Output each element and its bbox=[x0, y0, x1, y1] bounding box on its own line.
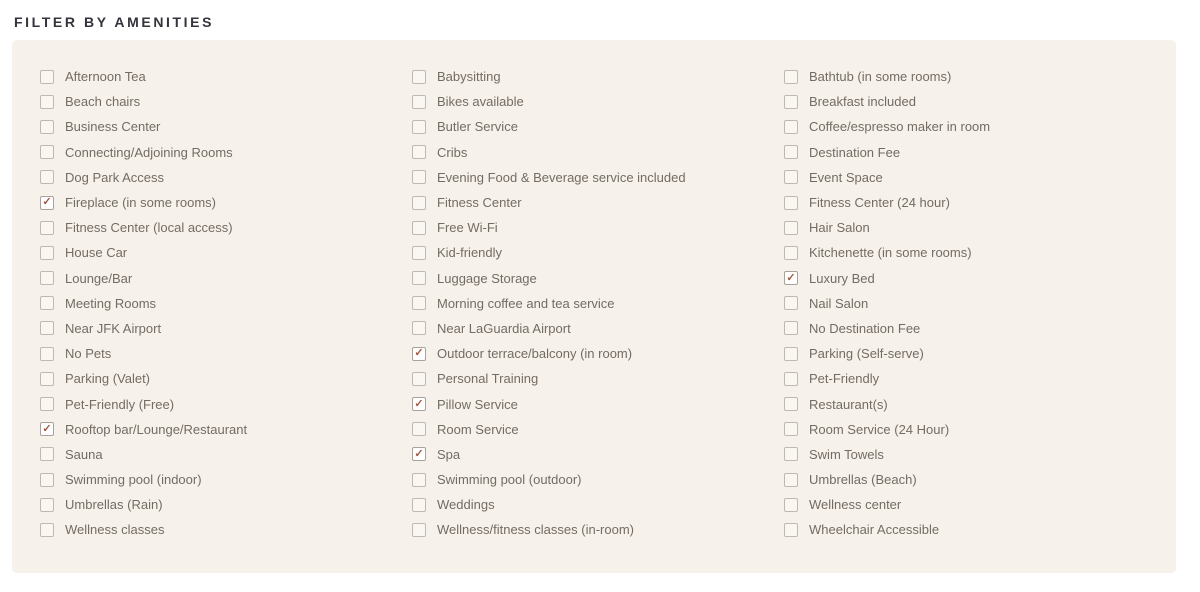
amenity-label: Fitness Center (local access) bbox=[65, 220, 233, 236]
amenity-row[interactable] bbox=[40, 341, 412, 366]
amenity-label: Hair Salon bbox=[809, 220, 870, 236]
amenity-label: Destination Fee bbox=[809, 144, 901, 160]
amenity-row[interactable] bbox=[412, 190, 784, 215]
amenity-row[interactable] bbox=[412, 64, 784, 89]
amenity-label: House Car bbox=[65, 245, 128, 261]
amenity-row[interactable] bbox=[40, 391, 412, 416]
checkbox-unchecked[interactable] bbox=[784, 170, 798, 184]
amenity-label: Nail Salon bbox=[809, 295, 869, 311]
amenity-label: Meeting Rooms bbox=[65, 295, 157, 311]
amenity-row[interactable] bbox=[40, 140, 412, 165]
checkbox-unchecked[interactable] bbox=[412, 95, 426, 109]
amenity-row[interactable] bbox=[784, 240, 1156, 265]
amenity-row[interactable] bbox=[40, 366, 412, 391]
amenity-label: Sauna bbox=[65, 446, 103, 462]
amenity-label: Swimming pool (indoor) bbox=[65, 472, 202, 488]
checkbox-unchecked[interactable] bbox=[412, 296, 426, 310]
checkbox-unchecked[interactable] bbox=[40, 523, 54, 537]
checkbox-unchecked[interactable] bbox=[40, 221, 54, 235]
amenity-row[interactable] bbox=[412, 266, 784, 291]
amenity-row[interactable] bbox=[40, 64, 412, 89]
checkbox-unchecked[interactable] bbox=[784, 321, 798, 335]
amenity-row[interactable] bbox=[784, 417, 1156, 442]
amenity-label: Beach chairs bbox=[65, 94, 141, 110]
checkbox-unchecked[interactable] bbox=[412, 170, 426, 184]
amenities-column-3 bbox=[784, 64, 1156, 543]
amenity-label: Babysitting bbox=[437, 69, 501, 85]
amenity-row[interactable] bbox=[784, 291, 1156, 316]
amenity-row[interactable] bbox=[412, 291, 784, 316]
amenity-label: Luggage Storage bbox=[437, 270, 537, 286]
amenity-label: Pet-Friendly bbox=[809, 371, 880, 387]
checkbox-unchecked[interactable] bbox=[40, 271, 54, 285]
checkbox-unchecked[interactable] bbox=[40, 473, 54, 487]
amenity-label: Swim Towels bbox=[809, 446, 884, 462]
amenity-label: Wellness center bbox=[809, 497, 902, 513]
checkbox-unchecked[interactable] bbox=[40, 372, 54, 386]
checkbox-checked[interactable]: ✓ bbox=[412, 397, 426, 411]
amenity-label: Restaurant(s) bbox=[809, 396, 888, 412]
amenity-label: Near JFK Airport bbox=[65, 320, 162, 336]
amenity-label: Kid-friendly bbox=[437, 245, 503, 261]
amenity-label: No Pets bbox=[65, 346, 112, 362]
amenity-row[interactable] bbox=[784, 517, 1156, 542]
amenity-row[interactable] bbox=[784, 391, 1156, 416]
amenity-label: Wheelchair Accessible bbox=[809, 522, 940, 538]
amenity-label: Bikes available bbox=[437, 94, 524, 110]
amenity-row[interactable] bbox=[784, 215, 1156, 240]
amenity-row[interactable] bbox=[40, 442, 412, 467]
amenity-row[interactable] bbox=[40, 492, 412, 517]
checkbox-unchecked[interactable] bbox=[40, 447, 54, 461]
amenities-column-1 bbox=[40, 64, 412, 543]
checkbox-unchecked[interactable] bbox=[40, 95, 54, 109]
amenity-label: Fitness Center (24 hour) bbox=[809, 195, 950, 211]
checkbox-unchecked[interactable] bbox=[784, 397, 798, 411]
amenity-row[interactable] bbox=[412, 114, 784, 139]
amenity-row[interactable] bbox=[412, 417, 784, 442]
amenity-label: Pillow Service bbox=[437, 396, 518, 412]
amenity-row[interactable] bbox=[784, 492, 1156, 517]
amenity-row[interactable] bbox=[412, 492, 784, 517]
amenity-label: Swimming pool (outdoor) bbox=[437, 472, 582, 488]
amenity-row[interactable] bbox=[784, 165, 1156, 190]
amenity-label: Bathtub (in some rooms) bbox=[809, 69, 952, 85]
checkbox-unchecked[interactable] bbox=[784, 246, 798, 260]
checkbox-unchecked[interactable] bbox=[412, 321, 426, 335]
amenity-row[interactable] bbox=[784, 89, 1156, 114]
amenities-column-2 bbox=[412, 64, 784, 543]
amenity-row[interactable] bbox=[784, 64, 1156, 89]
amenity-label: Lounge/Bar bbox=[65, 270, 133, 286]
amenity-row[interactable] bbox=[784, 467, 1156, 492]
checkbox-checked[interactable]: ✓ bbox=[412, 447, 426, 461]
amenity-label: Pet-Friendly (Free) bbox=[65, 396, 175, 412]
checkbox-checked[interactable]: ✓ bbox=[40, 422, 54, 436]
amenity-row[interactable] bbox=[784, 266, 1156, 291]
checkbox-unchecked[interactable] bbox=[784, 145, 798, 159]
amenity-row[interactable] bbox=[412, 165, 784, 190]
checkbox-unchecked[interactable] bbox=[784, 498, 798, 512]
amenity-row[interactable] bbox=[784, 190, 1156, 215]
checkbox-unchecked[interactable] bbox=[412, 422, 426, 436]
amenity-label: Event Space bbox=[809, 169, 883, 185]
amenity-label: Parking (Valet) bbox=[65, 371, 151, 387]
amenity-label: Free Wi-Fi bbox=[437, 220, 498, 236]
amenity-label: Evening Food & Beverage service included bbox=[437, 169, 686, 185]
amenity-label: Morning coffee and tea service bbox=[437, 295, 615, 311]
amenities-columns bbox=[12, 40, 1176, 543]
checkbox-unchecked[interactable] bbox=[784, 347, 798, 361]
amenity-row[interactable] bbox=[412, 517, 784, 542]
checkbox-unchecked[interactable] bbox=[784, 372, 798, 386]
amenity-row[interactable] bbox=[412, 89, 784, 114]
amenity-label: Weddings bbox=[437, 497, 495, 513]
page-title: FILTER BY AMENITIES bbox=[14, 14, 215, 30]
amenity-label: Business Center bbox=[65, 119, 161, 135]
checkbox-unchecked[interactable] bbox=[40, 120, 54, 134]
amenity-row[interactable] bbox=[40, 240, 412, 265]
checkbox-unchecked[interactable] bbox=[40, 145, 54, 159]
amenity-row[interactable] bbox=[40, 114, 412, 139]
checkbox-unchecked[interactable] bbox=[784, 196, 798, 210]
amenity-row[interactable] bbox=[40, 316, 412, 341]
amenity-label: Near LaGuardia Airport bbox=[437, 320, 571, 336]
amenity-label: Dog Park Access bbox=[65, 169, 164, 185]
amenity-label: Kitchenette (in some rooms) bbox=[809, 245, 972, 261]
checkbox-unchecked[interactable] bbox=[784, 70, 798, 84]
amenity-row[interactable] bbox=[412, 215, 784, 240]
amenity-row[interactable] bbox=[40, 190, 412, 215]
amenity-label: Room Service bbox=[437, 421, 519, 437]
amenity-row[interactable] bbox=[412, 240, 784, 265]
checkbox-unchecked[interactable] bbox=[40, 246, 54, 260]
amenity-row[interactable] bbox=[40, 291, 412, 316]
checkbox-unchecked[interactable] bbox=[40, 70, 54, 84]
checkbox-unchecked[interactable] bbox=[412, 196, 426, 210]
amenities-filter-panel bbox=[12, 40, 1176, 573]
checkbox-unchecked[interactable] bbox=[412, 372, 426, 386]
amenity-label: Fireplace (in some rooms) bbox=[65, 195, 216, 211]
checkbox-unchecked[interactable] bbox=[412, 145, 426, 159]
checkbox-unchecked[interactable] bbox=[40, 397, 54, 411]
checkbox-unchecked[interactable] bbox=[784, 473, 798, 487]
checkbox-unchecked[interactable] bbox=[412, 523, 426, 537]
amenity-label: No Destination Fee bbox=[809, 320, 921, 336]
amenity-label: Butler Service bbox=[437, 119, 518, 135]
amenity-label: Umbrellas (Rain) bbox=[65, 497, 163, 513]
checkbox-unchecked[interactable] bbox=[40, 170, 54, 184]
amenity-row[interactable] bbox=[784, 114, 1156, 139]
amenity-row[interactable] bbox=[40, 89, 412, 114]
amenity-row[interactable] bbox=[40, 165, 412, 190]
amenity-row[interactable] bbox=[784, 140, 1156, 165]
amenity-row[interactable] bbox=[412, 341, 784, 366]
checkbox-unchecked[interactable] bbox=[412, 221, 426, 235]
amenity-label: Spa bbox=[437, 446, 461, 462]
checkbox-checked[interactable]: ✓ bbox=[784, 271, 798, 285]
amenity-label: Connecting/Adjoining Rooms bbox=[65, 144, 233, 160]
checkbox-unchecked[interactable] bbox=[40, 347, 54, 361]
checkbox-unchecked[interactable] bbox=[784, 120, 798, 134]
amenity-row[interactable] bbox=[412, 140, 784, 165]
checkbox-unchecked[interactable] bbox=[412, 498, 426, 512]
amenity-row[interactable] bbox=[40, 266, 412, 291]
amenity-label: Coffee/espresso maker in room bbox=[809, 119, 991, 135]
checkbox-unchecked[interactable] bbox=[412, 473, 426, 487]
amenity-label: Outdoor terrace/balcony (in room) bbox=[437, 346, 633, 362]
amenity-row[interactable] bbox=[784, 366, 1156, 391]
amenity-row[interactable] bbox=[784, 316, 1156, 341]
checkbox-unchecked[interactable] bbox=[412, 246, 426, 260]
checkbox-unchecked[interactable] bbox=[784, 221, 798, 235]
checkbox-unchecked[interactable] bbox=[784, 447, 798, 461]
amenity-row[interactable] bbox=[40, 467, 412, 492]
amenity-label: Breakfast included bbox=[809, 94, 916, 110]
amenity-label: Cribs bbox=[437, 144, 468, 160]
amenity-label: Wellness/fitness classes (in-room) bbox=[437, 522, 634, 538]
checkbox-unchecked[interactable] bbox=[784, 95, 798, 109]
checkbox-unchecked[interactable] bbox=[784, 296, 798, 310]
amenity-label: Umbrellas (Beach) bbox=[809, 472, 917, 488]
amenity-row[interactable] bbox=[412, 316, 784, 341]
amenity-row[interactable] bbox=[784, 442, 1156, 467]
checkbox-unchecked[interactable] bbox=[412, 120, 426, 134]
checkbox-unchecked[interactable] bbox=[40, 498, 54, 512]
amenity-label: Fitness Center bbox=[437, 195, 522, 211]
checkbox-unchecked[interactable] bbox=[40, 296, 54, 310]
amenity-label: Rooftop bar/Lounge/Restaurant bbox=[65, 421, 248, 437]
amenity-label: Room Service (24 Hour) bbox=[809, 421, 950, 437]
amenity-row[interactable] bbox=[40, 215, 412, 240]
amenity-label: Personal Training bbox=[437, 371, 539, 387]
amenity-row[interactable] bbox=[412, 366, 784, 391]
checkbox-checked[interactable]: ✓ bbox=[412, 347, 426, 361]
checkbox-checked[interactable]: ✓ bbox=[40, 196, 54, 210]
checkbox-unchecked[interactable] bbox=[412, 271, 426, 285]
amenity-row[interactable] bbox=[40, 417, 412, 442]
amenity-label: Afternoon Tea bbox=[65, 69, 146, 85]
amenity-label: Luxury Bed bbox=[809, 270, 875, 286]
checkbox-unchecked[interactable] bbox=[412, 70, 426, 84]
checkbox-unchecked[interactable] bbox=[784, 422, 798, 436]
amenity-label: Wellness classes bbox=[65, 522, 165, 538]
checkbox-unchecked[interactable] bbox=[784, 523, 798, 537]
amenity-row[interactable] bbox=[412, 467, 784, 492]
checkbox-unchecked[interactable] bbox=[40, 321, 54, 335]
amenity-row[interactable] bbox=[784, 341, 1156, 366]
amenity-row[interactable] bbox=[40, 517, 412, 542]
amenity-label: Parking (Self-serve) bbox=[809, 346, 924, 362]
amenity-row[interactable] bbox=[412, 442, 784, 467]
amenity-row[interactable] bbox=[412, 391, 784, 416]
